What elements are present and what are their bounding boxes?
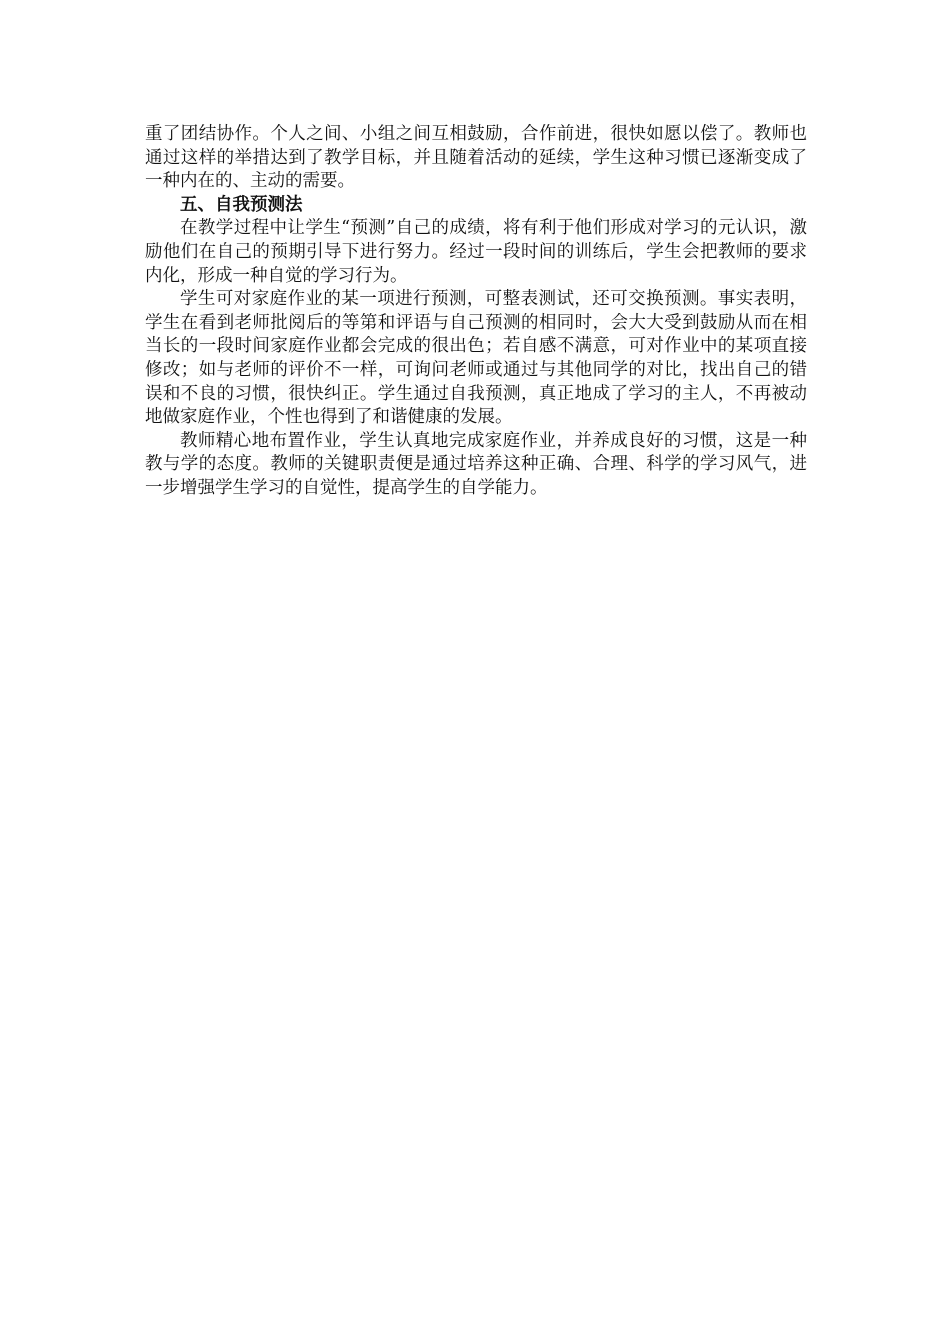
paragraph-intro: 在教学过程中让学生“预测”自己的成绩，将有利于他们形成对学习的元认识，激励他们在自己的预期引导下进行努力。经过一段时间的训练后，学生会把教师的要求内化，形成一种自觉的学习行为。 <box>145 218 807 286</box>
section-heading: 五、自我预测法 <box>180 194 303 215</box>
document-body <box>145 123 807 501</box>
paragraph-continued: 重了团结协作。个人之间、小组之间互相鼓励，合作前进，很快如愿以偿了。教师也通过这样的举措达到了教学目标，并且随着活动的延续，学生这种习惯已逐渐变成了一种内在的、主动的需要。 <box>145 124 807 192</box>
paragraph-method: 学生可对家庭作业的某一项进行预测，可整表测试，还可交换预测。事实表明，学生在看到老师批阅后的等第和评语与自己预测的相同时，会大大受到鼓励从而在相当长的一段时间家庭作业都会完成的很出色；若自感不满意，可对作业中的某项直接修改；如与老师的评价不一样，可询问老师或通过与其他同学的对比，找出自己的错误和不良的习惯，很快纠正。学生通过自我预测，真正地成了学习的主人，不再被动地做家庭作业，个性也得到了和谐健康的发展。 <box>145 289 807 428</box>
paragraph-conclusion: 教师精心地布置作业，学生认真地完成家庭作业，并养成良好的习惯，这是一种教与学的态度。教师的关键职责便是通过培养这种正确、合理、科学的学习风气，进一步增强学生学习的自觉性，提高学生的自学能力。 <box>145 430 807 498</box>
